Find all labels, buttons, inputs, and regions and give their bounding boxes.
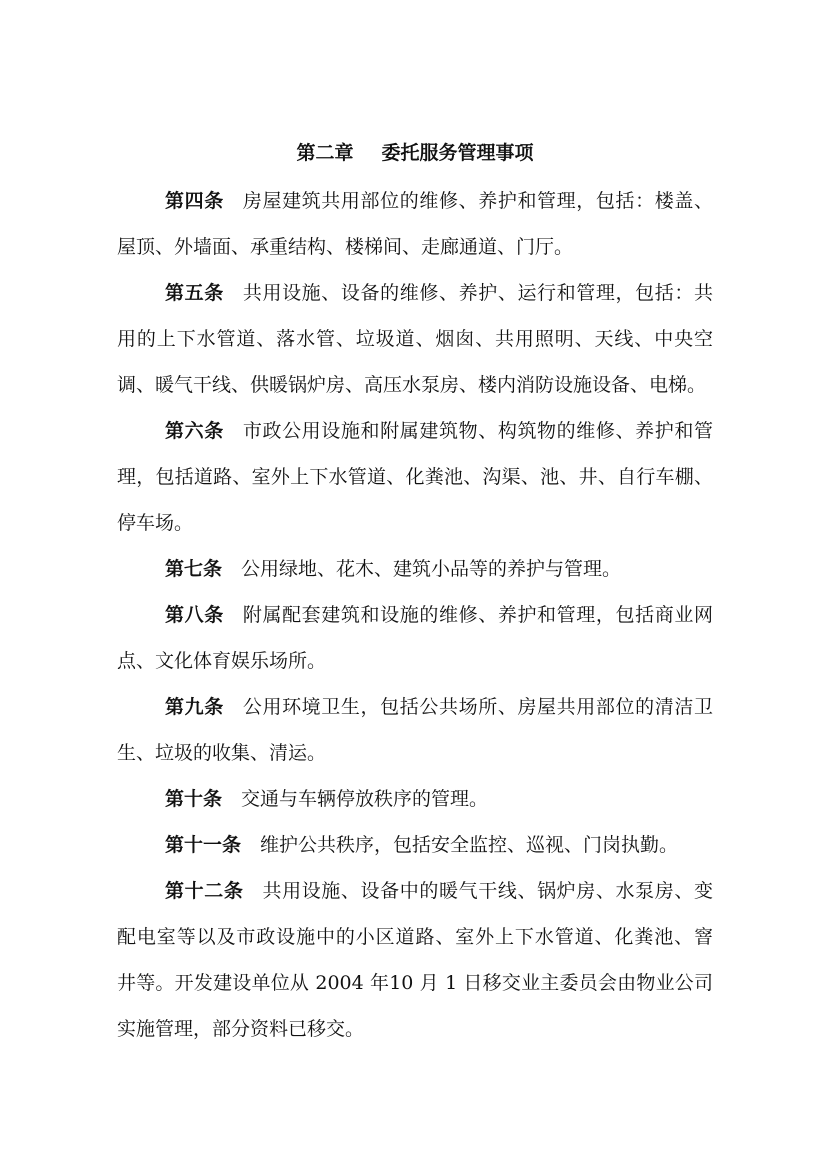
article-label: 第七条 <box>165 558 223 580</box>
article-paragraph <box>117 684 713 776</box>
article-label: 第十二条 <box>165 880 244 902</box>
article-paragraph <box>117 822 713 868</box>
article-text: 维护公共秩序，包括安全监控、巡视、门岗执勤。 <box>260 834 679 856</box>
article-line <box>117 776 713 822</box>
article-line <box>117 454 713 500</box>
article-text: 井等。开发建设单位从 2004 年10 月 1 日移交业主委员会由物业公司 <box>117 972 713 994</box>
article-text: 房屋建筑共用部位的维修、养护和管理，包括：楼盖、 <box>242 190 713 212</box>
article-text: 屋顶、外墙面、承重结构、楼梯间、走廊通道、门厅。 <box>117 236 574 258</box>
article-line <box>117 316 713 362</box>
article-paragraph <box>117 868 713 1052</box>
chapter-title <box>117 138 713 168</box>
article-line <box>117 730 713 776</box>
article-line <box>117 638 713 684</box>
article-line <box>117 546 713 592</box>
article-text: 交通与车辆停放秩序的管理。 <box>241 788 489 810</box>
article-text: 公用环境卫生，包括公共场所、房屋共用部位的清洁卫 <box>242 696 713 718</box>
article-label: 第十一条 <box>165 834 242 856</box>
article-label: 第五条 <box>165 282 224 304</box>
article-text: 实施管理，部分资料已移交。 <box>117 1018 365 1040</box>
article-line <box>117 408 713 454</box>
article-text: 停车场。 <box>117 512 194 534</box>
article-label: 第九条 <box>165 696 224 718</box>
article-text: 附属配套建筑和设施的维修、养护和管理，包括商业网 <box>242 604 713 626</box>
article-text: 点、文化体育娱乐场所。 <box>117 650 327 672</box>
article-line <box>117 270 713 316</box>
article-line <box>117 592 713 638</box>
article-text: 理，包括道路、室外上下水管道、化粪池、沟渠、池、井、自行车棚、 <box>117 466 713 488</box>
article-text: 共用设施、设备中的暖气干线、锅炉房、水泵房、变 <box>262 880 713 902</box>
chapter-number: 第二章 <box>296 142 354 164</box>
article-label: 第八条 <box>165 604 224 626</box>
article-text: 用的上下水管道、落水管、垃圾道、烟囱、共用照明、天线、中央空 <box>117 328 713 350</box>
document-page <box>117 138 713 1052</box>
article-label: 第四条 <box>165 190 224 212</box>
article-text: 配电室等以及市政设施中的小区道路、室外上下水管道、化粪池、窨 <box>117 926 713 948</box>
article-text: 市政公用设施和附属建筑物、构筑物的维修、养护和管 <box>242 420 713 442</box>
article-label: 第十条 <box>165 788 223 810</box>
article-line <box>117 362 713 408</box>
article-paragraph <box>117 270 713 408</box>
article-line <box>117 822 713 868</box>
article-text: 生、垃圾的收集、清运。 <box>117 742 327 764</box>
article-paragraph <box>117 776 713 822</box>
article-text: 调、暖气干线、供暖锅炉房、高压水泵房、楼内消防设施设备、电梯。 <box>117 374 707 396</box>
article-line <box>117 914 713 960</box>
article-line <box>117 500 713 546</box>
article-paragraph <box>117 408 713 546</box>
article-paragraph <box>117 178 713 270</box>
chapter-name: 委托服务管理事项 <box>381 142 534 164</box>
article-paragraph <box>117 546 713 592</box>
article-paragraph <box>117 592 713 684</box>
article-text: 公用绿地、花木、建筑小品等的养护与管理。 <box>241 558 622 580</box>
article-text: 共用设施、设备的维修、养护、运行和管理，包括：共 <box>242 282 713 304</box>
article-line <box>117 868 713 914</box>
article-line <box>117 684 713 730</box>
article-line <box>117 178 713 224</box>
article-list <box>117 178 713 1052</box>
article-line <box>117 960 713 1006</box>
article-line <box>117 224 713 270</box>
article-label: 第六条 <box>165 420 224 442</box>
article-line <box>117 1006 713 1052</box>
